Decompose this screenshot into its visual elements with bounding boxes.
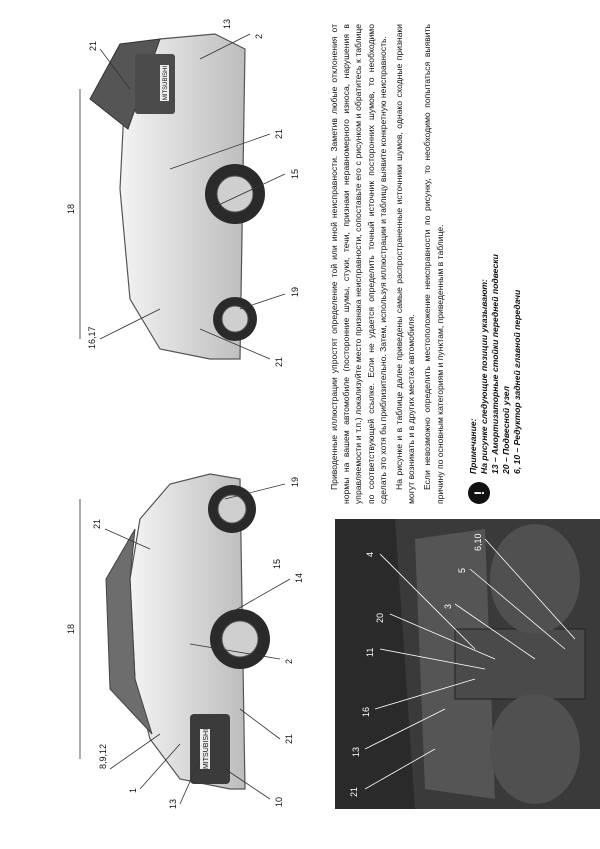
callout-14: 14 — [294, 572, 304, 583]
callout-19: 19 — [290, 286, 300, 297]
callout-13: 13 — [168, 798, 178, 809]
interior-callout-6-10: 6,10 — [473, 533, 483, 551]
callout-15: 15 — [272, 558, 282, 569]
callout-13: 13 — [222, 18, 232, 29]
callout-21-b: 21 — [92, 518, 102, 529]
paragraph-3: Если невозможно определить местоположение неисправности по рисунку, то необходимо попытаться выявить причину по основным категориям и пунктам, приведенным в таблице. — [422, 24, 445, 504]
interior-callout-13: 13 — [351, 746, 361, 757]
callout-18: 18 — [66, 203, 76, 214]
front-car-illustration — [40, 449, 310, 829]
rear-car-illustration — [40, 9, 310, 389]
interior-photo — [335, 519, 600, 809]
note-subtitle: На рисунке следующие позиции указывают: — [479, 279, 489, 474]
callout-21-b: 21 — [274, 128, 284, 139]
front-wheel — [210, 609, 270, 669]
interior-callout-11: 11 — [365, 647, 375, 657]
note-line: 6, 10 – Редуктор задней главной передачи — [512, 289, 522, 474]
note-title: Примечание: — [468, 418, 478, 474]
exclamation-icon: ! — [468, 482, 490, 504]
callout-8-9-12: 8,9,12 — [98, 743, 108, 769]
interior-callout-16: 16 — [361, 706, 371, 717]
interior-callout-3: 3 — [443, 603, 453, 609]
note-box — [468, 24, 523, 504]
note-body — [468, 254, 523, 474]
rear-wheel — [208, 485, 256, 533]
interior-callout-21: 21 — [349, 786, 359, 797]
note-line: 13 – Амортизаторные стойки передней подвески — [490, 254, 500, 474]
callout-15: 15 — [290, 168, 300, 179]
interior-callout-4: 4 — [365, 551, 375, 557]
paragraph-1: Приводенные иллюстрации упростят определение той или иной неисправности. Заметив любые отклонения от нормы на вашем автомобиле (посторонние шумы, стуки, течи, признаки неравномерного износа, нарушения в управляемости и т.п.) локализуйте место признака неисправности, сопоставьте его с рисунком и обратитесь к таблице по соответствующей ссылке. Если не удается определить точный источник посторонних шумов, то необходимо сделать это хотя бы приблизительно. Затем, используя иллюстрации и таблицу выявите конкретную неисправность. — [329, 24, 388, 504]
body-text — [328, 24, 450, 504]
callout-21-a: 21 — [284, 733, 294, 744]
callout-2: 2 — [284, 658, 294, 664]
interior-callout-5: 5 — [457, 567, 467, 573]
rear-wheel — [205, 164, 265, 224]
callout-19: 19 — [290, 476, 300, 487]
interior-callout-20: 20 — [375, 612, 385, 623]
callout-21-c: 21 — [88, 40, 98, 51]
callout-1: 1 — [128, 787, 138, 793]
front-wheel — [213, 297, 257, 341]
svg-text:MITSUBISHI: MITSUBISHI — [163, 65, 169, 101]
callout-21-a: 21 — [274, 356, 284, 367]
callout-2: 2 — [254, 33, 264, 39]
callout-10: 10 — [274, 796, 284, 807]
callout-16-17: 16,17 — [87, 326, 97, 349]
note-line: 20 – Подвесной узел — [501, 386, 511, 474]
paragraph-2: На рисунке и в таблице далее приведены самые распространенные источники шумов, однако сходные признаки могут возникать и в других местах автомобиля. — [394, 24, 417, 504]
callout-18: 18 — [66, 623, 76, 634]
svg-text:MITSUBISHI: MITSUBISHI — [203, 728, 210, 770]
